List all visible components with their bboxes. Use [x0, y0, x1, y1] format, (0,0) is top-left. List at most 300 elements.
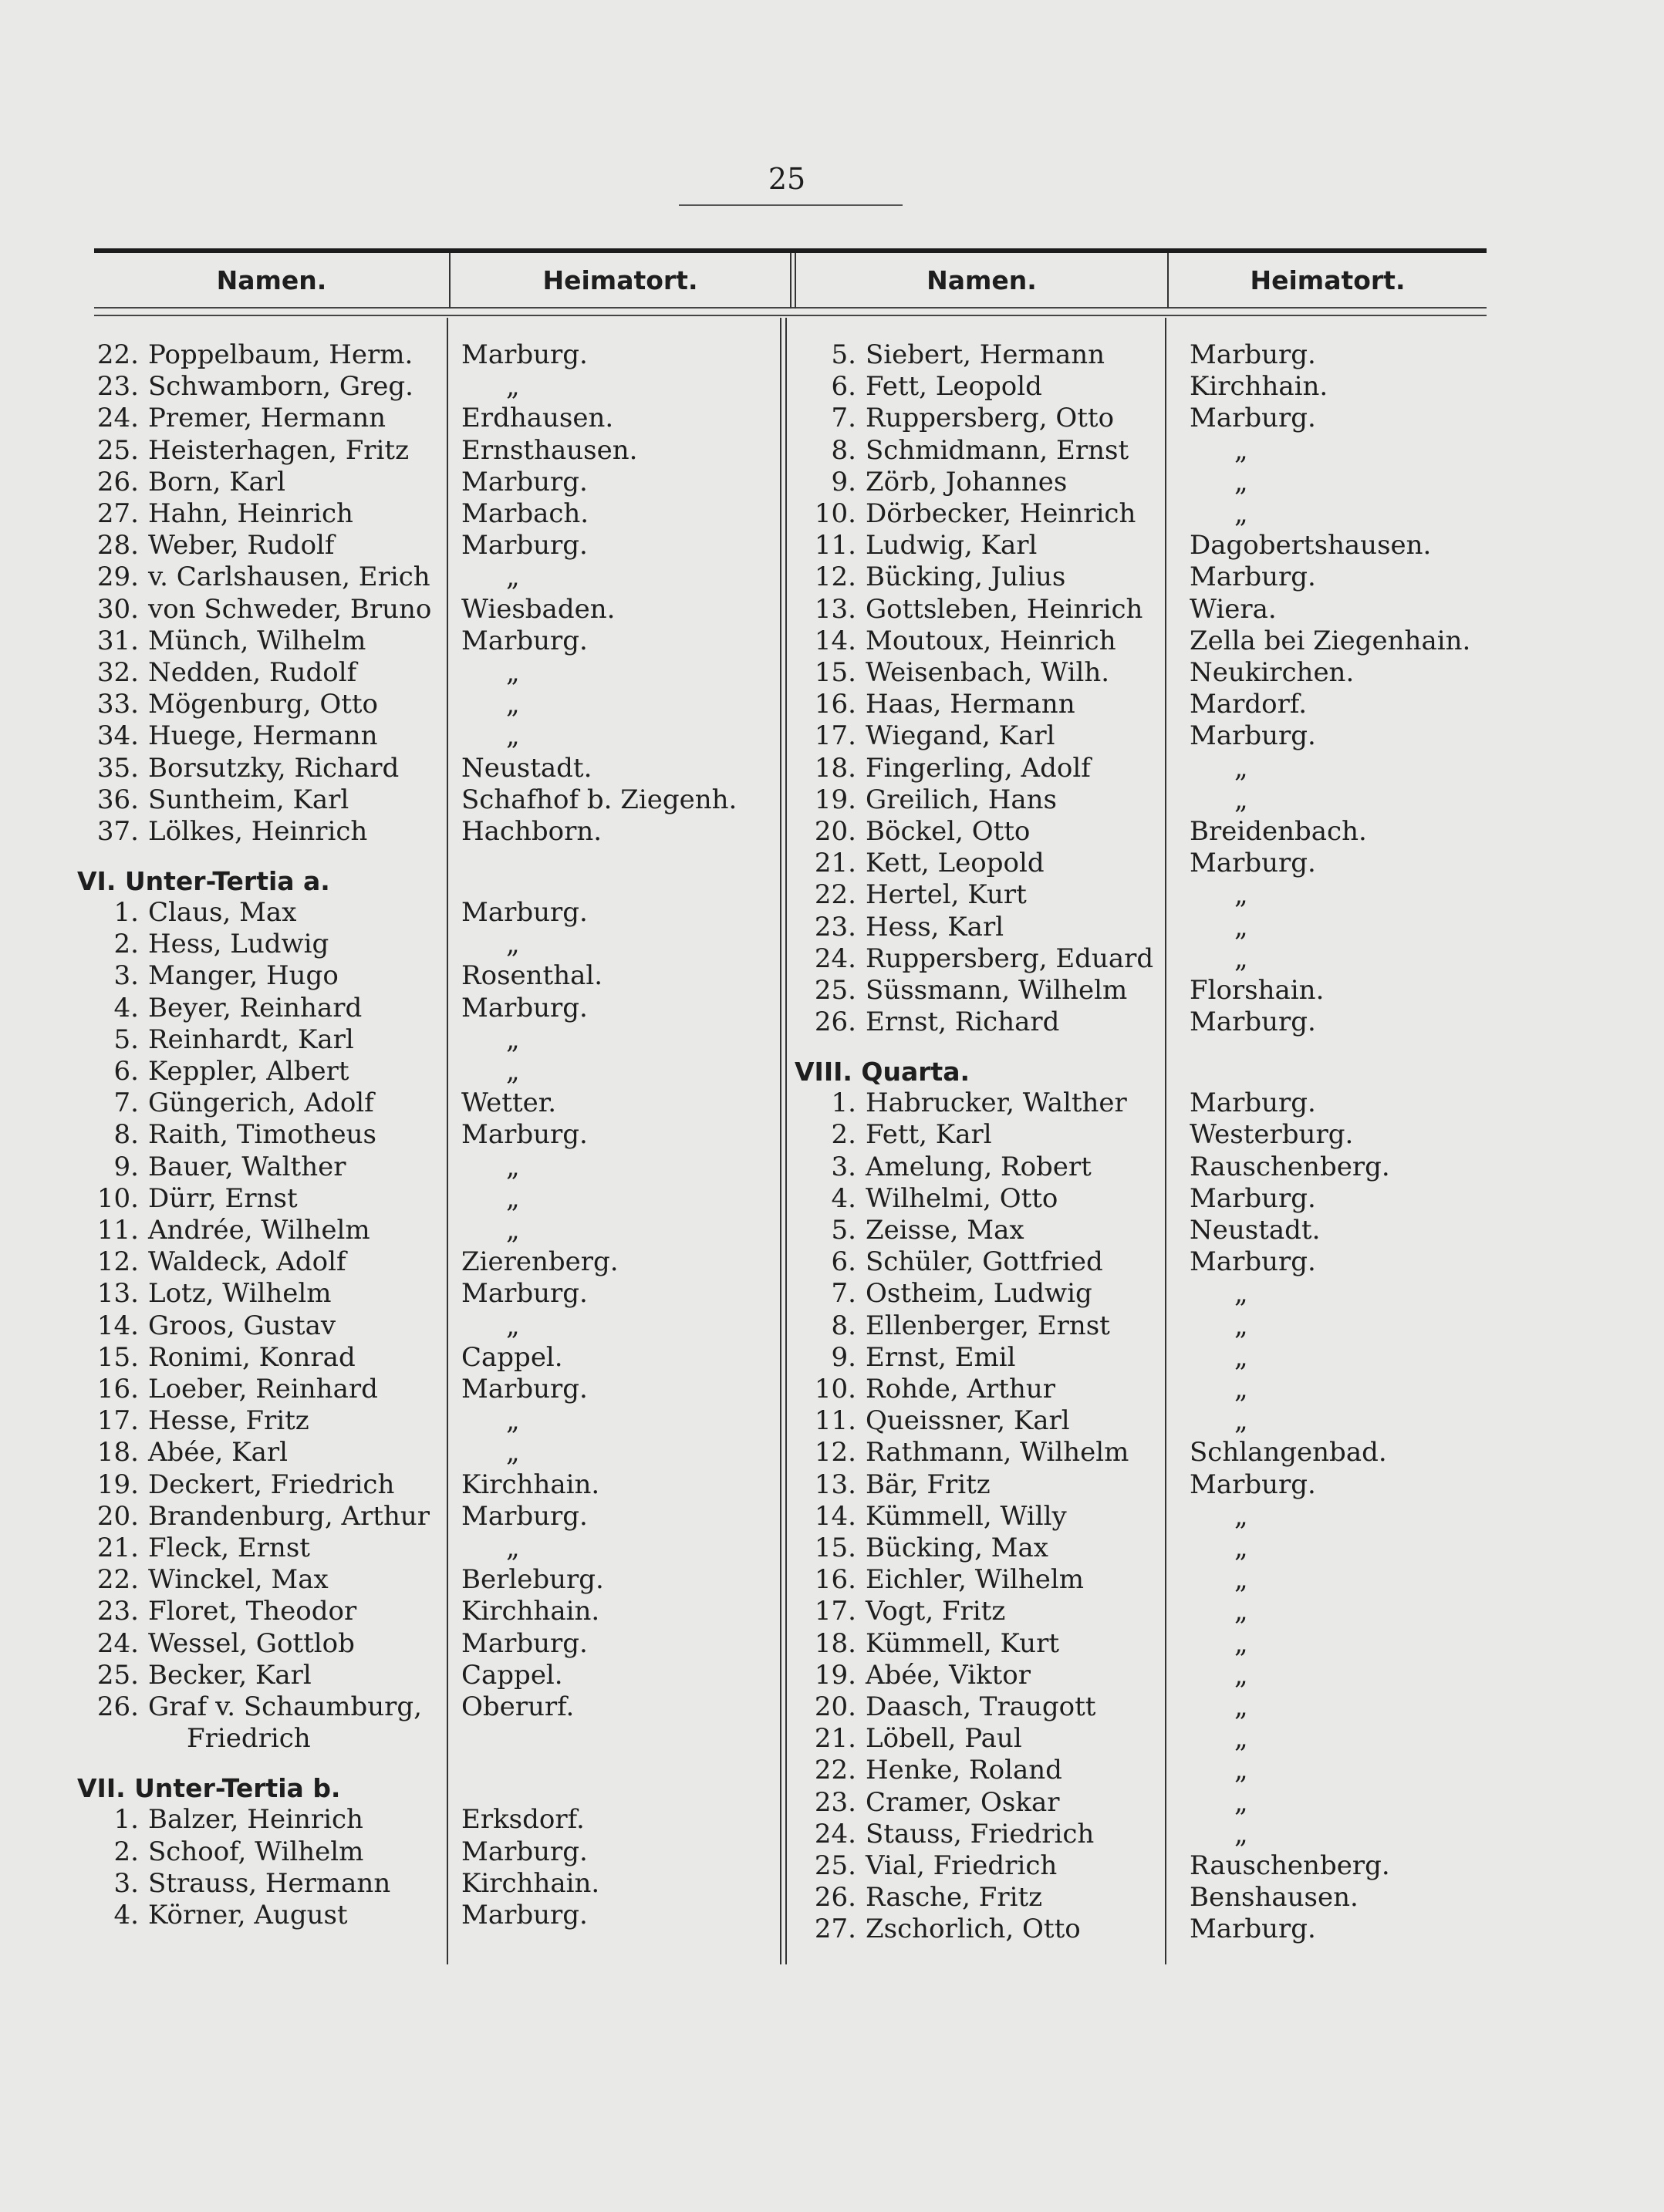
hometown: Zierenberg.: [461, 1246, 619, 1278]
hometown: Zella bei Ziegenhain.: [1190, 625, 1471, 656]
entry-number: 37.: [96, 816, 139, 847]
student-entry: [802, 498, 1136, 530]
hometown: Marburg.: [1190, 561, 1316, 593]
student-entry: [85, 371, 413, 403]
entry-number: 20.: [96, 1500, 139, 1532]
entry-number: 33.: [96, 689, 139, 720]
hometown: „: [1234, 1691, 1248, 1723]
student-name: Schüler, Gottfried: [866, 1246, 1103, 1278]
student-name: Henke, Roland: [866, 1755, 1062, 1786]
student-entry: [85, 1374, 378, 1405]
hometown: Marburg.: [461, 1119, 588, 1151]
entry-number: 11.: [814, 1405, 856, 1437]
hometown: Marburg.: [1190, 848, 1316, 879]
hometown: Cappel.: [461, 1659, 563, 1691]
hometown: Breidenbach.: [1190, 816, 1367, 847]
entry-number: 3.: [113, 960, 139, 992]
hometown: Schafhof b. Ziegenh.: [461, 784, 737, 815]
hometown: „: [506, 929, 520, 960]
student-entry: [85, 897, 296, 929]
student-name: Wilhelmi, Otto: [866, 1182, 1058, 1214]
student-entry: [802, 1437, 1129, 1468]
entry-number: 13.: [814, 593, 856, 625]
student-name: Hahn, Heinrich: [148, 498, 353, 529]
page-number-rule: [679, 204, 903, 206]
header-left-place: Heimatort.: [542, 265, 698, 295]
student-name: Ludwig, Karl: [866, 530, 1038, 561]
hometown: Marburg.: [461, 1500, 588, 1532]
hometown: „: [1234, 466, 1248, 497]
student-entry: [85, 1437, 288, 1468]
student-entry: [85, 1533, 310, 1564]
header-divider-center-a: [790, 253, 791, 309]
student-name: Strauss, Hermann: [148, 1867, 391, 1899]
header-right-place: Heimatort.: [1250, 265, 1406, 295]
hometown: „: [1234, 1659, 1248, 1691]
student-entry: [802, 689, 1075, 720]
student-name: Mögenburg, Otto: [148, 689, 379, 720]
entry-number: 20.: [814, 816, 856, 847]
hometown: „: [1234, 1533, 1248, 1564]
entry-number: 9.: [113, 1151, 139, 1182]
page-number: 25: [768, 162, 806, 196]
hometown: „: [1234, 1723, 1248, 1755]
entry-number: 18.: [814, 1627, 856, 1659]
student-name: Vogt, Fritz: [866, 1596, 1006, 1627]
student-name: Weber, Rudolf: [148, 530, 335, 561]
entry-number: 7.: [113, 1087, 139, 1119]
entry-number: 4.: [113, 992, 139, 1023]
student-name: Weisenbach, Wilh.: [866, 657, 1110, 688]
student-name: Fleck, Ernst: [148, 1533, 310, 1564]
student-name: Abée, Karl: [148, 1437, 288, 1468]
entry-number: 8.: [113, 1119, 139, 1151]
entry-number: 1.: [113, 897, 139, 929]
student-name: Böckel, Otto: [866, 816, 1031, 847]
hometown: „: [506, 657, 520, 688]
hometown: „: [1234, 1341, 1248, 1373]
entry-number: 17.: [96, 1405, 139, 1437]
student-entry: [85, 929, 329, 960]
hometown: Kirchhain.: [1190, 371, 1328, 403]
entry-number: 18.: [814, 752, 856, 784]
entry-number: 15.: [96, 1341, 139, 1373]
hometown: Marburg.: [461, 1836, 588, 1867]
student-entry: [802, 1691, 1095, 1723]
section-heading: VIII. Quarta.: [795, 1057, 970, 1087]
student-entry: [802, 816, 1030, 848]
student-name: Wessel, Gottlob: [148, 1627, 355, 1659]
student-entry: [85, 1405, 309, 1437]
student-entry: [85, 1804, 363, 1836]
student-entry: [85, 816, 367, 848]
column-divider-right: [1165, 318, 1166, 1964]
hometown: „: [1234, 1596, 1248, 1627]
header-divider-left: [449, 253, 451, 309]
student-entry: [85, 1596, 356, 1627]
hometown: Marburg.: [1190, 403, 1316, 434]
student-entry: [85, 1564, 329, 1596]
student-entry: [85, 403, 386, 434]
entry-number: 8.: [831, 434, 856, 466]
student-entry: [85, 1469, 394, 1501]
student-entry: [802, 975, 1127, 1007]
hometown: „: [1234, 1278, 1248, 1310]
hometown: Schlangenbad.: [1190, 1437, 1387, 1468]
student-name: Kümmell, Willy: [866, 1500, 1067, 1532]
hometown: Marburg.: [1190, 720, 1316, 752]
student-entry: [802, 1914, 1081, 1945]
entry-number: 14.: [96, 1310, 139, 1341]
hometown: Rosenthal.: [461, 960, 603, 992]
student-entry: [802, 1596, 1005, 1627]
entry-number: 26.: [814, 1007, 856, 1038]
header-rule-2: [94, 315, 1487, 316]
student-name: Zörb, Johannes: [866, 466, 1068, 497]
student-name: Münch, Wilhelm: [148, 625, 366, 656]
student-entry: [85, 1723, 311, 1755]
hometown: Marbach.: [461, 498, 589, 529]
entry-number: 7.: [831, 403, 856, 434]
hometown: Neukirchen.: [1190, 657, 1355, 688]
hometown: Kirchhain.: [461, 1867, 600, 1899]
hometown: „: [1234, 784, 1248, 815]
student-entry: [85, 530, 335, 561]
student-entry: [85, 1152, 346, 1183]
hometown: „: [506, 1023, 520, 1055]
hometown: Neustadt.: [461, 752, 592, 784]
student-name: von Schweder, Bruno: [148, 593, 432, 625]
student-name: Hess, Karl: [866, 911, 1004, 942]
hometown: Wetter.: [461, 1087, 557, 1119]
entry-number: 4.: [113, 1899, 139, 1930]
entry-number: 4.: [831, 1182, 856, 1214]
hometown: „: [506, 689, 520, 720]
entry-number: 26.: [96, 1691, 139, 1723]
student-name: Manger, Hugo: [148, 960, 339, 992]
student-entry: [802, 1501, 1067, 1533]
student-name: Schmidmann, Ernst: [866, 434, 1129, 466]
entry-number: 14.: [814, 1500, 856, 1532]
entry-number: 15.: [814, 1533, 856, 1564]
hometown: Marburg.: [1190, 1182, 1316, 1214]
hometown: Erksdorf.: [461, 1804, 585, 1836]
hometown: „: [506, 371, 520, 403]
entry-number: 29.: [96, 561, 139, 593]
hometown: Wiesbaden.: [461, 593, 616, 625]
student-name: Amelung, Robert: [866, 1151, 1092, 1182]
hometown: Kirchhain.: [461, 1596, 600, 1627]
student-name: Kett, Leopold: [866, 848, 1045, 879]
entry-number: 23.: [814, 911, 856, 942]
entry-number: 27.: [814, 1914, 856, 1945]
hometown: Marburg.: [461, 530, 588, 561]
student-name: Schwamborn, Greg.: [148, 371, 413, 403]
student-entry: [802, 1310, 1110, 1342]
student-entry: [85, 1056, 349, 1087]
hometown: Rauschenberg.: [1190, 1850, 1390, 1882]
hometown: „: [506, 1405, 520, 1437]
student-name: Loeber, Reinhard: [148, 1374, 378, 1405]
entry-number: 20.: [814, 1691, 856, 1723]
student-name: Güngerich, Adolf: [148, 1087, 374, 1119]
entry-number: 21.: [96, 1533, 139, 1564]
entry-number: 6.: [831, 371, 856, 403]
entry-number: 24.: [96, 403, 139, 434]
student-name: Dörbecker, Heinrich: [866, 498, 1136, 529]
hometown: Wiera.: [1190, 593, 1277, 625]
student-name: Hess, Ludwig: [148, 929, 329, 960]
section-heading: VII. Unter-Tertia b.: [77, 1773, 341, 1804]
entry-number: 34.: [96, 720, 139, 752]
entry-number: 14.: [814, 625, 856, 656]
student-name: Reinhardt, Karl: [148, 1023, 354, 1055]
hometown: Kirchhain.: [461, 1468, 600, 1500]
student-entry: [802, 1787, 1059, 1819]
student-entry: [85, 561, 430, 593]
student-name: Beyer, Reinhard: [148, 992, 363, 1023]
student-name: Siebert, Hermann: [866, 339, 1105, 370]
hometown: „: [1234, 434, 1248, 466]
student-name: Winckel, Max: [148, 1564, 329, 1596]
hometown: „: [1234, 911, 1248, 942]
entry-number: 2.: [113, 1836, 139, 1867]
entry-number: 24.: [814, 942, 856, 974]
student-name: Claus, Max: [148, 897, 297, 929]
student-entry: [85, 1278, 331, 1310]
student-entry: [802, 1007, 1059, 1038]
student-name: Gottsleben, Heinrich: [866, 593, 1143, 625]
student-name: Ernst, Richard: [866, 1007, 1060, 1038]
entry-number: 26.: [814, 1882, 856, 1914]
entry-number: 36.: [96, 784, 139, 815]
hometown: Marburg.: [461, 897, 588, 929]
student-name: Kümmell, Kurt: [866, 1627, 1059, 1659]
student-name: Poppelbaum, Herm.: [148, 339, 413, 370]
student-entry: [85, 1628, 355, 1660]
entry-number: 22.: [96, 339, 139, 370]
student-name: Fett, Karl: [866, 1119, 992, 1151]
student-name: Eichler, Wilhelm: [866, 1564, 1084, 1596]
hometown: „: [1234, 879, 1248, 911]
student-name: Huege, Hermann: [148, 720, 378, 752]
student-name: Friedrich: [187, 1723, 311, 1755]
hometown: „: [1234, 498, 1248, 529]
student-entry: [802, 943, 1153, 975]
entry-number: 3.: [831, 1151, 856, 1182]
student-name: Wiegand, Karl: [866, 720, 1055, 752]
student-entry: [85, 1868, 390, 1900]
student-entry: [802, 1374, 1055, 1405]
hometown: „: [506, 561, 520, 593]
column-divider-center-a: [780, 318, 781, 1964]
entry-number: 5.: [831, 1215, 856, 1246]
student-entry: [802, 371, 1042, 403]
student-name: Groos, Gustav: [148, 1310, 336, 1341]
entry-number: 23.: [814, 1786, 856, 1818]
hometown: Marburg.: [1190, 339, 1316, 370]
entry-number: 5.: [113, 1023, 139, 1055]
student-name: Schoof, Wilhelm: [148, 1836, 364, 1867]
student-name: Cramer, Oskar: [866, 1786, 1060, 1818]
student-entry: [85, 435, 409, 467]
entry-number: 32.: [96, 657, 139, 688]
hometown: „: [1234, 1755, 1248, 1786]
student-entry: [802, 435, 1129, 467]
student-entry: [802, 720, 1055, 752]
student-name: Bücking, Julius: [866, 561, 1066, 593]
entry-number: 19.: [814, 784, 856, 815]
hometown: Benshausen.: [1190, 1882, 1359, 1914]
hometown: Marburg.: [461, 466, 588, 497]
entry-number: 35.: [96, 752, 139, 784]
hometown: Marburg.: [461, 625, 588, 656]
student-name: Moutoux, Heinrich: [866, 625, 1116, 656]
student-entry: [85, 1119, 376, 1151]
student-name: Löbell, Paul: [866, 1723, 1022, 1755]
student-entry: [802, 784, 1057, 816]
student-name: Graf v. Schaumburg,: [148, 1691, 422, 1723]
student-name: Abée, Viktor: [866, 1659, 1031, 1691]
student-name: Fett, Leopold: [866, 371, 1042, 403]
student-name: Brandenburg, Arthur: [148, 1500, 430, 1532]
entry-number: 3.: [113, 1867, 139, 1899]
entry-number: 13.: [814, 1468, 856, 1500]
entry-number: 31.: [96, 625, 139, 656]
student-name: Daasch, Traugott: [866, 1691, 1096, 1723]
student-name: Hertel, Kurt: [866, 879, 1027, 911]
hometown: Ernsthausen.: [461, 434, 638, 466]
entry-number: 11.: [96, 1215, 139, 1246]
student-name: Deckert, Friedrich: [148, 1468, 395, 1500]
hometown: „: [1234, 1374, 1248, 1405]
student-entry: [802, 912, 1004, 943]
student-name: Rasche, Fritz: [866, 1882, 1043, 1914]
student-name: v. Carlshausen, Erich: [148, 561, 430, 593]
student-name: Borsutzky, Richard: [148, 752, 400, 784]
hometown: Cappel.: [461, 1341, 563, 1373]
header-divider-right: [1167, 253, 1169, 309]
entry-number: 17.: [814, 1596, 856, 1627]
entry-number: 10.: [814, 498, 856, 529]
hometown: „: [506, 1533, 520, 1564]
entry-number: 16.: [96, 1374, 139, 1405]
entry-number: 15.: [814, 657, 856, 688]
hometown: Westerburg.: [1190, 1119, 1354, 1151]
student-name: Bücking, Max: [866, 1533, 1048, 1564]
hometown: Marburg.: [461, 1278, 588, 1310]
hometown: Marburg.: [1190, 1468, 1316, 1500]
hometown: „: [506, 1151, 520, 1182]
student-entry: [802, 1723, 1022, 1755]
hometown: Hachborn.: [461, 816, 602, 847]
student-name: Lotz, Wilhelm: [148, 1278, 332, 1310]
student-entry: [85, 993, 362, 1024]
hometown: Oberurf.: [461, 1691, 575, 1723]
student-entry: [802, 879, 1027, 911]
student-entry: [802, 594, 1143, 625]
student-entry: [85, 1215, 370, 1246]
entry-number: 28.: [96, 530, 139, 561]
column-divider-left: [447, 318, 448, 1964]
student-name: Ostheim, Ludwig: [866, 1278, 1092, 1310]
entry-number: 18.: [96, 1437, 139, 1468]
student-entry: [85, 657, 356, 689]
student-entry: [802, 530, 1037, 561]
student-name: Ruppersberg, Otto: [866, 403, 1115, 434]
student-name: Rohde, Arthur: [866, 1374, 1055, 1405]
entry-number: 16.: [814, 1564, 856, 1596]
student-entry: [802, 1660, 1031, 1691]
hometown: „: [1234, 942, 1248, 974]
student-name: Balzer, Heinrich: [148, 1804, 363, 1836]
header-divider-center-b: [795, 253, 796, 309]
student-name: Raith, Timotheus: [148, 1119, 376, 1151]
student-name: Ruppersberg, Eduard: [866, 942, 1154, 974]
entry-number: 12.: [96, 1246, 139, 1278]
entry-number: 25.: [96, 1659, 139, 1691]
student-name: Fingerling, Adolf: [866, 752, 1091, 784]
entry-number: 2.: [831, 1119, 856, 1151]
entry-number: 30.: [96, 593, 139, 625]
entry-number: 12.: [814, 561, 856, 593]
entry-number: 2.: [113, 929, 139, 960]
student-name: Premer, Hermann: [148, 403, 386, 434]
entry-number: 13.: [96, 1278, 139, 1310]
entry-number: 1.: [831, 1087, 856, 1119]
hometown: „: [1234, 1564, 1248, 1596]
student-entry: [802, 1246, 1103, 1278]
hometown: „: [1234, 1627, 1248, 1659]
student-entry: [802, 1469, 991, 1501]
hometown: „: [506, 1215, 520, 1246]
hometown: Rauschenberg.: [1190, 1151, 1390, 1182]
hometown: Florshain.: [1190, 975, 1325, 1006]
entry-number: 8.: [831, 1310, 856, 1341]
student-entry: [85, 720, 378, 752]
entry-number: 25.: [814, 1850, 856, 1882]
entry-number: 6.: [831, 1246, 856, 1278]
hometown: Dagobertshausen.: [1190, 530, 1432, 561]
student-entry: [802, 753, 1091, 784]
entry-number: 16.: [814, 689, 856, 720]
hometown: „: [1234, 1405, 1248, 1437]
student-entry: [802, 625, 1116, 657]
student-entry: [802, 1087, 1127, 1119]
entry-number: 22.: [814, 879, 856, 911]
entry-number: 24.: [814, 1818, 856, 1850]
entry-number: 26.: [96, 466, 139, 497]
student-entry: [85, 1183, 298, 1215]
student-entry: [802, 1119, 992, 1151]
student-entry: [85, 625, 366, 657]
hometown: Marburg.: [1190, 1246, 1316, 1278]
header-left-name: Namen.: [216, 265, 327, 295]
entry-number: 5.: [831, 339, 856, 370]
student-name: Floret, Theodor: [148, 1596, 357, 1627]
student-name: Nedden, Rudolf: [148, 657, 357, 688]
student-name: Waldeck, Adolf: [148, 1246, 346, 1278]
section-heading: VI. Unter-Tertia a.: [77, 865, 330, 896]
student-name: Heisterhagen, Fritz: [148, 434, 409, 466]
student-entry: [802, 1183, 1058, 1215]
student-entry: [802, 657, 1109, 689]
student-name: Süssmann, Wilhelm: [866, 975, 1128, 1006]
student-name: Born, Karl: [148, 466, 286, 497]
student-entry: [802, 1564, 1084, 1596]
hometown: Marburg.: [461, 992, 588, 1023]
entry-number: 19.: [814, 1659, 856, 1691]
